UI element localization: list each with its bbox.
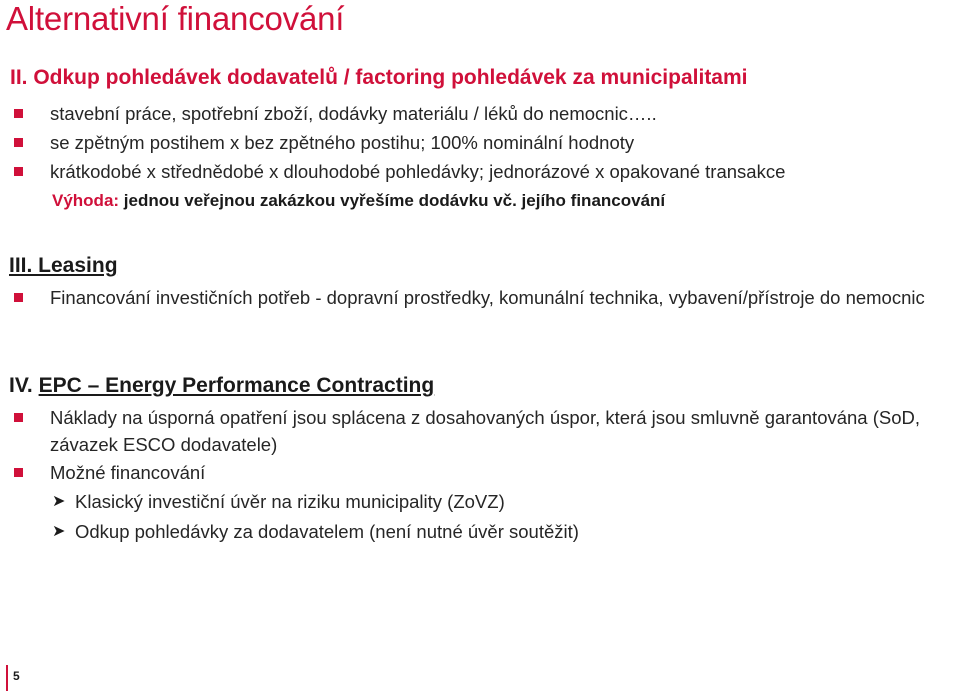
list-item	[14, 158, 785, 185]
page-title: Alternativní financování	[6, 0, 345, 37]
advantage-label: Výhoda:	[52, 191, 120, 210]
sub-list-item	[52, 518, 579, 545]
page-number: 5	[13, 669, 20, 683]
sub-list-item-text: Klasický investiční úvěr na riziku municipality (ZoVZ)	[75, 491, 505, 512]
sub-list-item	[52, 488, 505, 515]
list-item-text: Možné financování	[50, 462, 206, 483]
arrow-bullet-icon: ➤	[52, 491, 66, 510]
list-item-text: se zpětným postihem x bez zpětného postihu; 100% nominální hodnoty	[50, 132, 635, 153]
advantage-line	[52, 191, 665, 211]
advantage-text: jednou veřejnou zakázkou vyřešíme dodávku vč. jejího financování	[123, 191, 666, 210]
square-bullet-icon	[14, 468, 23, 477]
section-3-heading-text: III. Leasing	[9, 254, 118, 277]
square-bullet-icon	[14, 413, 23, 422]
list-item-text: Financování investičních potřeb - dopravní prostředky, komunální technika, vybavení/přístroje do nemocnic	[50, 287, 925, 308]
section-4-heading-prefix: IV.	[9, 374, 33, 397]
square-bullet-icon	[14, 293, 23, 302]
sub-list-item-text: Odkup pohledávky za dodavatelem (není nutné úvěr soutěžit)	[75, 521, 579, 542]
section-2-heading: II. Odkup pohledávek dodavatelů / factoring pohledávek za municipalitami	[10, 66, 748, 89]
section-4-heading-title: EPC – Energy Performance Contracting	[38, 374, 435, 397]
list-item	[14, 100, 657, 127]
square-bullet-icon	[14, 167, 23, 176]
section-4-heading	[9, 374, 434, 398]
page-number-divider	[6, 665, 8, 691]
section-3-heading	[9, 254, 118, 278]
arrow-bullet-icon: ➤	[52, 521, 66, 540]
list-item-text: krátkodobé x střednědobé x dlouhodobé pohledávky; jednorázové x opakované transakce	[50, 161, 786, 182]
list-item-text: stavební práce, spotřební zboží, dodávky materiálu / léků do nemocnic…..	[50, 103, 657, 124]
square-bullet-icon	[14, 138, 23, 147]
list-item	[14, 459, 205, 486]
list-item-text: Náklady na úsporná opatření jsou splácena z dosahovaných úspor, která jsou smluvně garantována (SoD, závazek ESCO dodavatele)	[50, 407, 921, 455]
list-item	[14, 404, 950, 458]
list-item	[14, 129, 634, 156]
list-item	[14, 284, 950, 311]
square-bullet-icon	[14, 109, 23, 118]
page-number-badge	[0, 661, 28, 691]
